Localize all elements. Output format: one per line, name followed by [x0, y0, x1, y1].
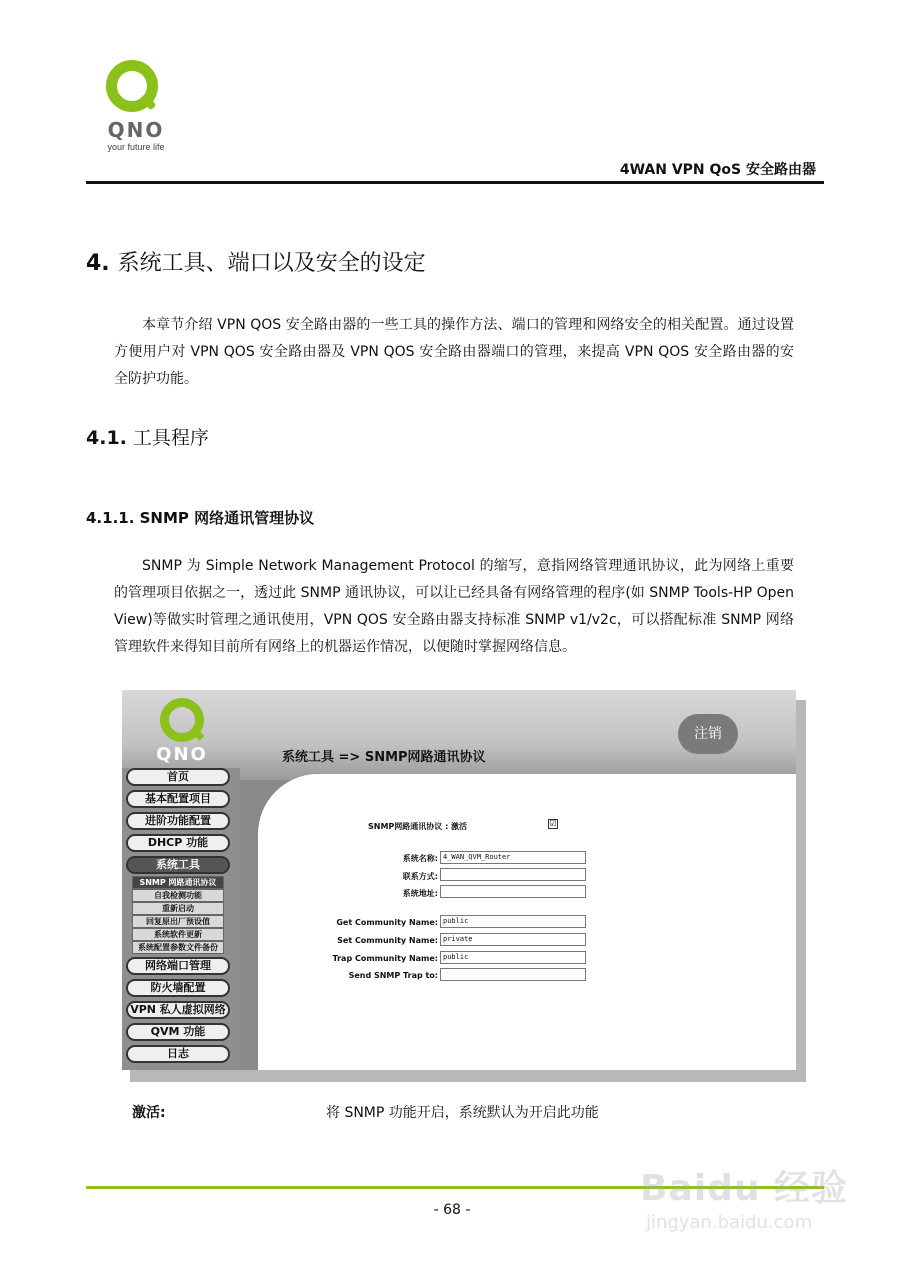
snmp-description [114, 553, 794, 661]
logo-wordmark: QNO [107, 118, 165, 142]
watermark-url-text: jingyan.baidu.com [646, 1212, 813, 1233]
router-header [122, 690, 796, 780]
contact-label: 联系方式: [402, 872, 438, 881]
nav-qvm[interactable]: QVM 功能 [126, 1023, 230, 1041]
section-heading [86, 246, 426, 277]
set-community-input[interactable]: private [440, 933, 586, 946]
router-logo-wordmark: QNO [156, 744, 208, 765]
system-name-input[interactable]: 4_WAN_QVM_Router [440, 851, 586, 864]
location-input[interactable] [440, 885, 586, 898]
field-caption-label: 激活: [132, 1105, 166, 1121]
header-divider [86, 181, 824, 184]
snmp-enable-label: SNMP网路通讯协议 : 激活 [368, 822, 468, 831]
field-caption-text: 将 SNMP 功能开启，系统默认为开启此功能 [326, 1105, 599, 1121]
logout-button[interactable]: 注销 [678, 714, 738, 754]
company-logo [96, 60, 176, 155]
snmp-description-text: SNMP 为 Simple Network Management Protocol 的缩写，意指网络管理通讯协议，此为网络上重要的管理项目依据之一，透过此 SNMP 通讯协议，可以让已经具备有网络管理的程序(如 SNMP Tools-HP Open View)等做实时管理之通讯使用，VPN QOS 安全路由器支持标准 SNMP v1/v2c，可以搭配标准 SNMP 网络管理软件来得知目前所有网络上的机器运作情况，以便随时掌握网络信息。 [114, 558, 794, 655]
router-breadcrumb: 系统工具 => SNMP网路通讯协议 [282, 750, 486, 765]
section-title: 系统工具、端口以及安全的设定 [117, 251, 426, 276]
trap-community-label: Trap Community Name: [332, 954, 438, 963]
subnav-firmware-upgrade[interactable]: 系统软件更新 [132, 928, 224, 941]
subnav-factory-default[interactable]: 回复原出厂预设值 [132, 915, 224, 928]
nav-dhcp[interactable]: DHCP 功能 [126, 834, 230, 852]
nav-port-management[interactable]: 网络端口管理 [126, 957, 230, 975]
contact-input[interactable] [440, 868, 586, 881]
system-name-label: 系统名称: [402, 854, 438, 863]
document-title: 4WAN VPN QoS 安全路由器 [619, 162, 816, 178]
screenshot-frame [122, 690, 796, 1070]
nav-basic-settings[interactable]: 基本配置项目 [126, 790, 230, 808]
logo-tagline: your future life [107, 142, 165, 152]
location-label: 系统地址: [402, 889, 438, 898]
get-community-label: Get Community Name: [336, 918, 438, 927]
subsection-title: 工具程序 [132, 427, 209, 449]
section-intro [114, 312, 794, 393]
subnav-config-backup[interactable]: 系统配置参数文件备份 [132, 941, 224, 954]
nav-log[interactable]: 日志 [126, 1045, 230, 1063]
section-number: 4. [86, 251, 110, 276]
subsection-heading [86, 423, 209, 450]
nav-advanced-settings[interactable]: 进阶功能配置 [126, 812, 230, 830]
router-content-panel [258, 774, 796, 1070]
page-number: - 68 - [433, 1202, 471, 1218]
send-trap-input[interactable] [440, 968, 586, 981]
subnav-restart[interactable]: 重新启动 [132, 902, 224, 915]
subsubsection-heading: 4.1.1. SNMP 网络通讯管理协议 [86, 509, 315, 527]
nav-firewall[interactable]: 防火墙配置 [126, 979, 230, 997]
trap-community-input[interactable]: public [440, 951, 586, 964]
snmp-enable-checkbox[interactable]: ☑ [549, 819, 557, 828]
nav-system-tools[interactable]: 系统工具 [126, 856, 230, 874]
section-intro-text: 本章节介绍 VPN QOS 安全路由器的一些工具的操作方法、端口的管理和网络安全的相关配置。通过设置方便用户对 VPN QOS 安全路由器及 VPN QOS 安全路由器端口的管理，来提高 VPN QOS 安全路由器的安全防护功能。 [114, 317, 794, 387]
subsection-number: 4.1. [86, 427, 127, 449]
watermark-main-text: Baidu 经验 [640, 1168, 849, 1209]
set-community-label: Set Community Name: [337, 936, 438, 945]
get-community-input[interactable]: public [440, 915, 586, 928]
subnav-snmp[interactable]: SNMP 网路通讯协议 [132, 876, 224, 889]
subnav-diagnostics[interactable]: 自我检测功能 [132, 889, 224, 902]
nav-vpn[interactable]: VPN 私人虚拟网络 [126, 1001, 230, 1019]
baidu-watermark [640, 1150, 860, 1250]
router-sidebar [122, 768, 240, 1070]
nav-home[interactable]: 首页 [126, 768, 230, 786]
router-ui-screenshot [122, 690, 806, 1082]
send-trap-label: Send SNMP Trap to: [348, 971, 438, 980]
